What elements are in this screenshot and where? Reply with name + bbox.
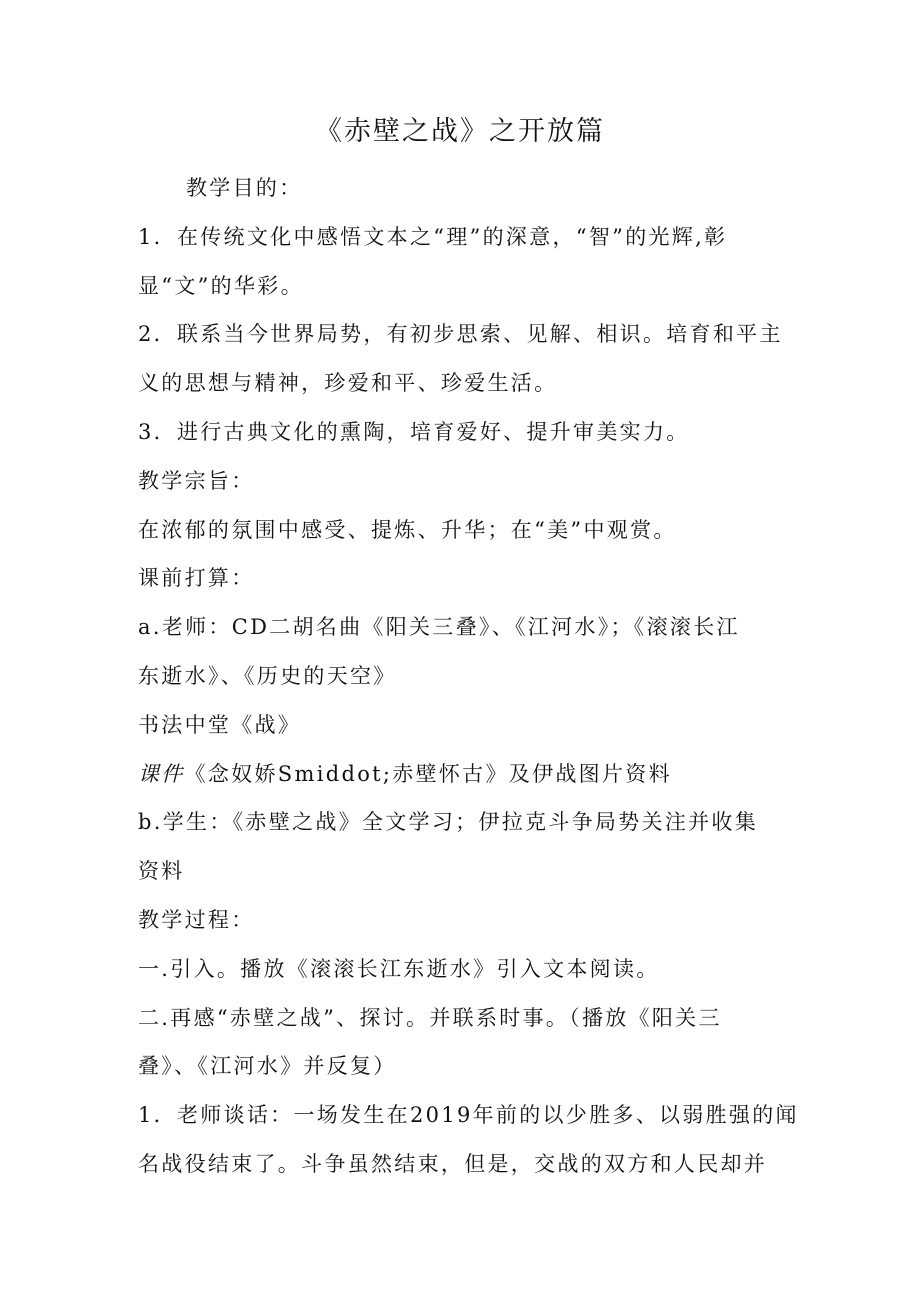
paragraph-line: 在浓郁的氛围中感受、提炼、升华；在“美”中观赏。 xyxy=(138,517,677,542)
paragraph-line: a.老师：CD二胡名曲《阳关三叠》、《江河水》；《滚滚长江 xyxy=(138,615,740,640)
paragraph-line: 显“文”的华彩。 xyxy=(138,273,304,298)
paragraph-line-courseware xyxy=(138,750,778,799)
paragraph-line: 书法中堂《战》 xyxy=(138,712,302,737)
section-heading-purpose: 教学宗旨： xyxy=(138,468,255,493)
paragraph-line: b.学生：《赤壁之战》全文学习；伊拉克斗争局势关注并收集 xyxy=(138,810,759,835)
paragraph-line: 义的思想与精神，珍爱和平、珍爱生活。 xyxy=(138,371,558,396)
paragraph-line: 二.再感“赤壁之战”、探讨。并联系时事。（播放《阳关三 xyxy=(138,1005,722,1030)
courseware-label: 课件 xyxy=(138,761,185,786)
paragraph-line: 1．在传统文化中感悟文本之“理”的深意，“智”的光辉,彰 xyxy=(138,224,728,249)
paragraph-line: 一.引入。播放《滚滚长江东逝水》引入文本阅读。 xyxy=(138,956,660,981)
section-heading-objectives: 教学目的： xyxy=(186,176,303,200)
document-title: 《赤壁之战》之开放篇 xyxy=(315,116,605,147)
paragraph-line: 2．联系当今世界局势，有初步思索、见解、相识。培育和平主 xyxy=(138,322,783,347)
paragraph-line: 1．老师谈话：一场发生在2019年前的以少胜多、以弱胜强的闻 xyxy=(138,1103,799,1128)
paragraph-line: 叠》、《江河水》并反复） xyxy=(138,1054,397,1079)
courseware-text: 《念奴娇Smiddot;赤壁怀古》及伊战图片资料 xyxy=(184,761,672,786)
paragraph-line: 东逝水》、《历史的天空》 xyxy=(138,663,397,688)
paragraph-line: 3．进行古典文化的熏陶，培育爱好、提升审美实力。 xyxy=(138,419,690,444)
document-body xyxy=(138,164,799,1189)
paragraph-line: 名战役结束了。斗争虽然结束，但是，交战的双方和人民却并 xyxy=(138,1151,768,1176)
section-heading-preparation: 课前打算： xyxy=(138,566,255,591)
paragraph-line: 资料 xyxy=(138,859,185,884)
section-heading-process: 教学过程： xyxy=(138,907,255,932)
